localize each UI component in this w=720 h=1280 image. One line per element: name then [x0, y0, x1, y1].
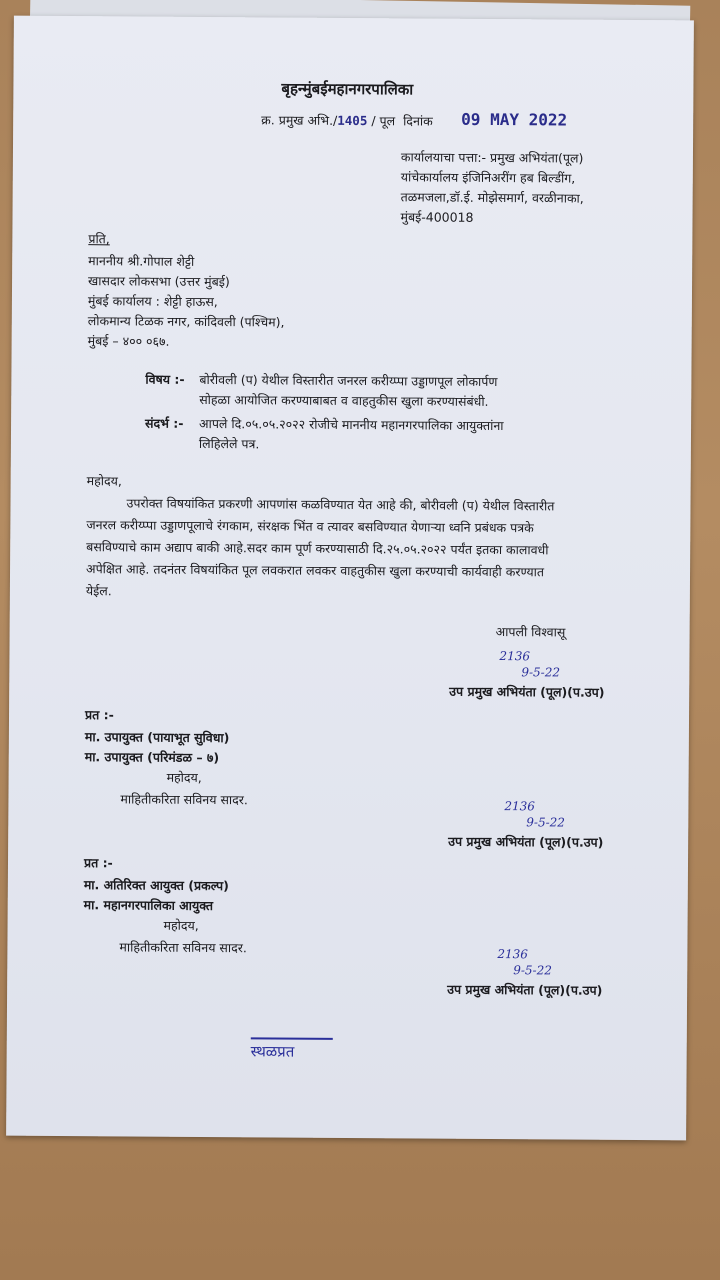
date-stamp: 09 MAY 2022: [461, 109, 568, 130]
copy-salutation: महोदय,: [166, 769, 202, 785]
handwritten-initial: 2136: [497, 947, 528, 962]
reference-label: संदर्भ :-: [145, 415, 184, 431]
handwritten-initial: 2136: [504, 799, 536, 814]
recipient-line: माननीय श्री.गोपाल शेट्टी: [88, 253, 195, 269]
ref-prefix: क्र. प्रमुख अभि./: [261, 112, 338, 128]
office-address-line: कार्यालयाचा पत्ता:- प्रमुख अभियंता(पूल): [400, 149, 584, 166]
reference-line: आपले दि.०५.०५.२०२२ रोजीचे माननीय महानगरपालिका आयुक्तांना: [199, 415, 504, 434]
ref-suffix: / पूल: [371, 113, 396, 129]
ref-number-handwritten: 1405: [337, 112, 368, 129]
recipient-line: मुंबई – ४०० ०६७.: [87, 333, 170, 349]
letter-page: [6, 16, 694, 1141]
copy-label: प्रत :-: [84, 707, 114, 723]
handwritten-date: 9-5-22: [526, 815, 566, 830]
handwritten-initial: 2136: [499, 649, 531, 664]
office-address-line: मुंबई-400018: [400, 209, 474, 225]
subject-line: बोरीवली (प) येथील विस्तारीत जनरल करीय्प्पा उड्डाणपूल लोकार्पण: [199, 371, 498, 390]
handwritten-office-copy-note: स्थळप्रत: [251, 1037, 333, 1062]
office-address-line: तळमजला,डॉ.ई. मोझेसमार्ग, वरळीनाका,: [400, 189, 584, 206]
office-address-line: यांचेकार्यालय इंजिनिअरींग हब बिल्डींग,: [400, 169, 576, 186]
copy-recipient: मा. अतिरिक्त आयुक्त (प्रकल्प): [83, 877, 229, 894]
subject-label: विषय :-: [145, 371, 185, 387]
handwritten-date: 9-5-22: [521, 665, 561, 680]
subject-line: सोहळा आयोजित करण्याबाबत व वाहतुकीस खुला करण्यासंबंधी.: [199, 391, 489, 409]
body-line: जनरल करीय्प्पा उड्डाणपूलाचे रंगकाम, संरक्षक भिंत व त्यावर बसविण्यात येणाऱ्या ध्वनि प्रबंधक पत्रके: [86, 517, 534, 536]
copy-label: प्रत :-: [83, 855, 113, 871]
signature-title: उप प्रमुख अभियंता (पूल)(प.उप): [447, 981, 603, 998]
copy-recipient: मा. उपायुक्त (पायाभूत सुविधा): [84, 729, 230, 746]
copy-recipient: मा. महानगरपालिका आयुक्त: [83, 897, 214, 914]
body-line: बसविण्याचे काम अद्याप बाकी आहे.सदर काम पूर्ण करण्यासाठी दि.२५.०५.२०२२ पर्यंत इतका कालावधी: [86, 539, 549, 558]
body-line: उपरोक्त विषयांकित प्रकरणी आपणांस कळविण्यात येत आहे की, बोरीवली (प) येथील विस्तारीत: [126, 495, 555, 514]
copy-note: माहितीकरिता सविनय सादर.: [119, 939, 247, 956]
org-name: बृहन्मुंबईमहानगरपालिका: [281, 79, 414, 99]
salutation: महोदय,: [86, 473, 122, 489]
recipient-line: लोकमान्य टिळक नगर, कांदिवली (पश्चिम),: [87, 313, 285, 330]
closing: आपली विश्वासू: [495, 624, 566, 640]
recipient-line: खासदार लोकसभा (उत्तर मुंबई): [88, 273, 230, 290]
date-label: दिनांक: [403, 113, 433, 129]
copy-recipient: मा. उपायुक्त (परिमंडळ – ७): [84, 749, 220, 766]
reference-number: [261, 111, 433, 130]
reference-line: लिहिलेले पत्र.: [198, 435, 260, 452]
handwritten-date: 9-5-22: [513, 963, 552, 978]
copy-note: माहितीकरिता सविनय सादर.: [120, 791, 248, 808]
recipient-line: मुंबई कार्यालय : शेट्टी हाऊस,: [87, 293, 218, 310]
to-label: प्रति,: [88, 231, 110, 247]
body-line: अपेक्षित आहे. तदनंतर विषयांकित पूल लवकरात लवकर वाहतुकीस खुला करण्याची कार्यवाही करण्यात: [86, 561, 545, 580]
signature-title: उप प्रमुख अभियंता (पूल)(प.उप): [449, 683, 605, 700]
signature-title: उप प्रमुख अभियंता (पूल)(प.उप): [448, 833, 604, 850]
body-line: येईल.: [85, 583, 112, 599]
copy-salutation: महोदय,: [163, 917, 199, 933]
